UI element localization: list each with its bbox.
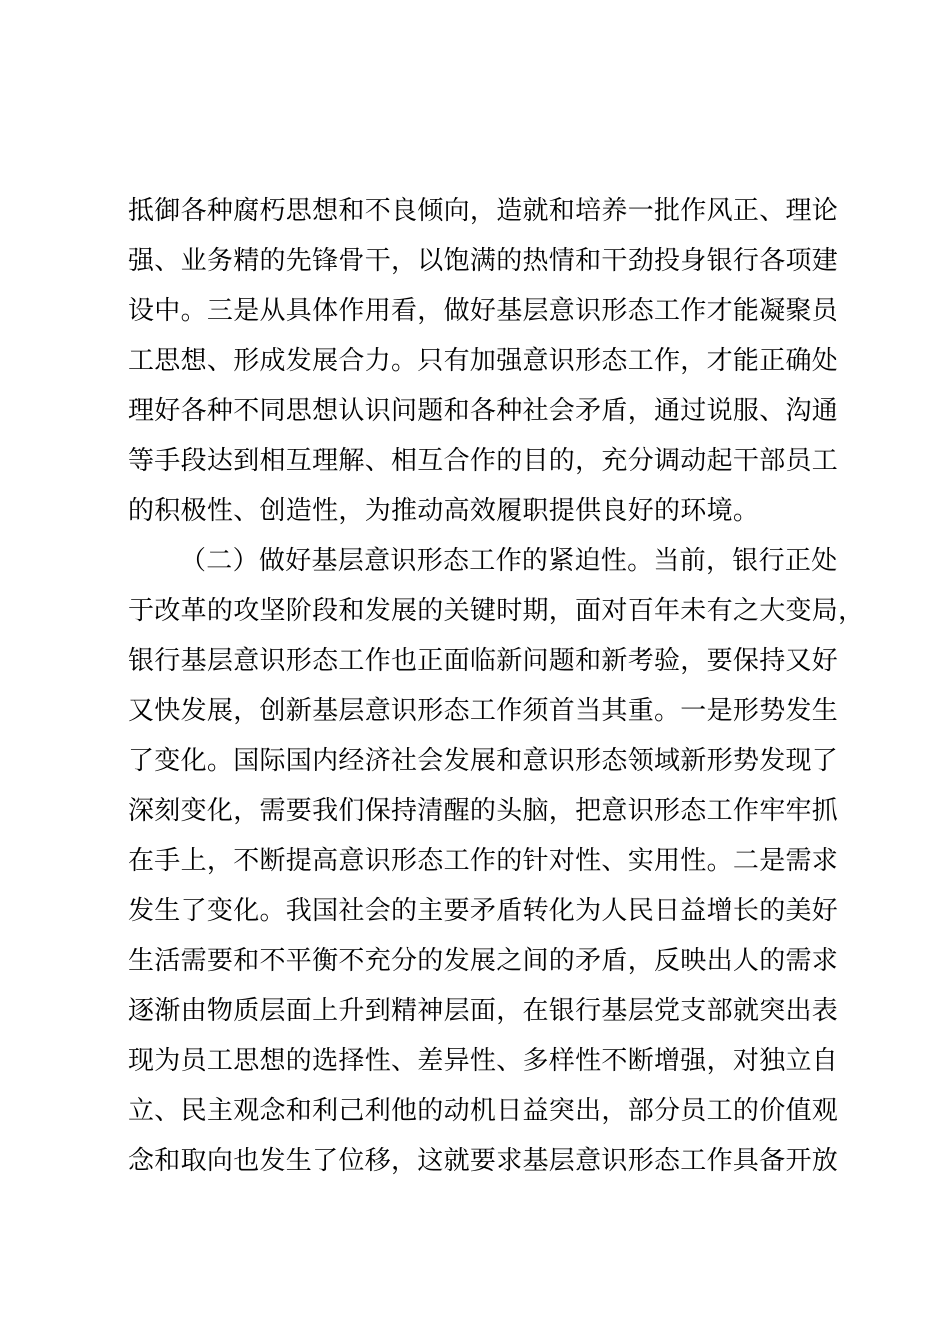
text-line: 等手段达到相互理解、相互合作的目的，充分调动起干部员工 [128, 446, 839, 476]
text-line: 逐渐由物质层面上升到精神层面，在银行基层党支部就突出表 [128, 996, 839, 1026]
text-line: 理好各种不同思想认识问题和各种社会矛盾，通过说服、沟通 [128, 396, 839, 426]
body-text [128, 186, 868, 1186]
text-line: 在手上，不断提高意识形态工作的针对性、实用性。二是需求 [128, 846, 839, 876]
text-line: 工思想、形成发展合力。只有加强意识形态工作，才能正确处 [128, 346, 839, 376]
text-line: 银行基层意识形态工作也正面临新问题和新考验，要保持又好 [128, 646, 839, 676]
text-line: 又快发展，创新基层意识形态工作须首当其重。一是形势发生 [128, 696, 839, 726]
text-line: 生活需要和不平衡不充分的发展之间的矛盾，反映出人的需求 [128, 946, 839, 976]
text-line: 立、民主观念和利己利他的动机日益突出，部分员工的价值观 [128, 1096, 839, 1126]
text-line: 抵御各种腐朽思想和不良倾向，造就和培养一批作风正、理论 [128, 196, 839, 226]
section-heading-line: （二）做好基层意识形态工作的紧迫性。当前，银行正处 [180, 546, 838, 576]
text-line: 念和取向也发生了位移，这就要求基层意识形态工作具备开放 [128, 1146, 839, 1176]
text-line: 深刻变化，需要我们保持清醒的头脑，把意识形态工作牢牢抓 [128, 796, 839, 826]
text-line: 强、业务精的先锋骨干，以饱满的热情和干劲投身银行各项建 [128, 246, 839, 276]
text-line: 发生了变化。我国社会的主要矛盾转化为人民日益增长的美好 [128, 896, 839, 926]
text-line: 设中。三是从具体作用看，做好基层意识形态工作才能凝聚员 [128, 296, 839, 326]
text-line: 的积极性、创造性，为推动高效履职提供良好的环境。 [128, 496, 760, 526]
text-line: 于改革的攻坚阶段和发展的关键时期，面对百年未有之大变局， [128, 596, 865, 626]
text-line: 了变化。国际国内经济社会发展和意识形态领域新形势发现了 [128, 746, 839, 776]
text-line: 现为员工思想的选择性、差异性、多样性不断增强，对独立自 [128, 1046, 839, 1076]
